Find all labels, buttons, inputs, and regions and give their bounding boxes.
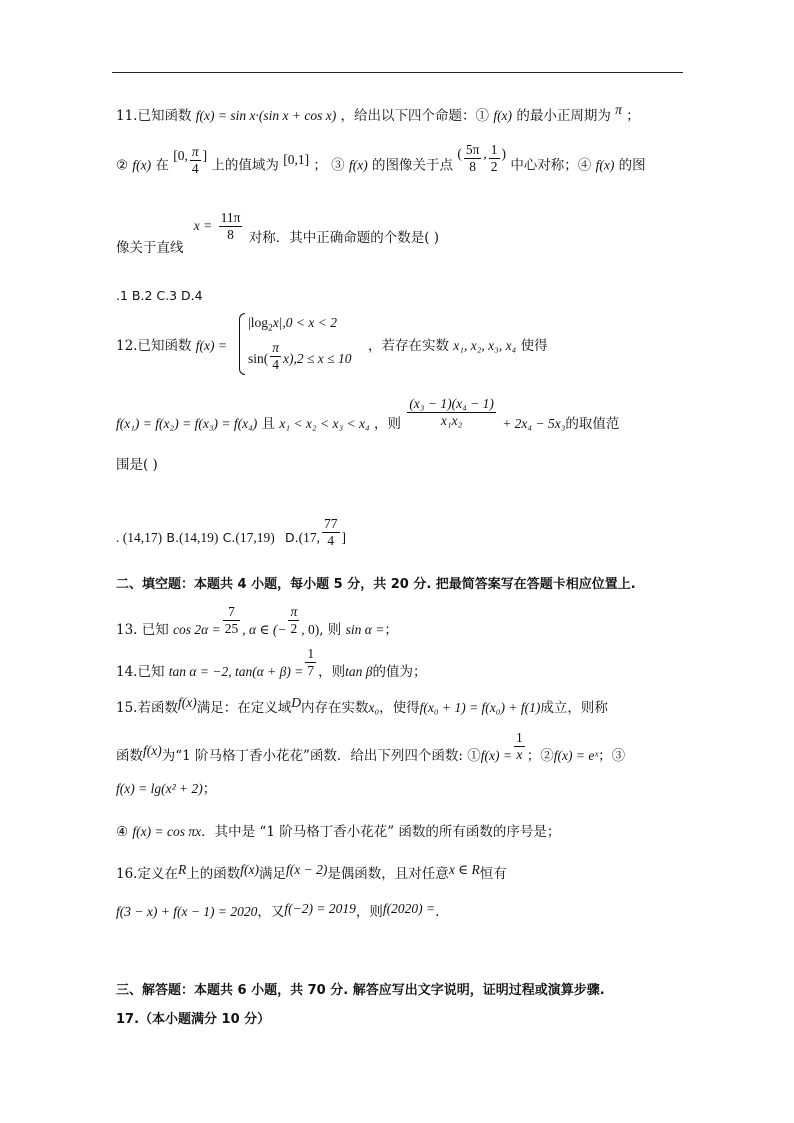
q12-lhs: f(x) =	[195, 338, 227, 353]
q14	[116, 646, 426, 678]
q12-exists: ，若存在实数	[368, 338, 449, 354]
q12-expr-rest: + 2x₄ − 5x₃	[502, 415, 566, 431]
q13-cos: cos 2α =	[173, 621, 221, 637]
q12-line1-tail	[368, 338, 548, 354]
q12-then: ，则	[374, 415, 402, 432]
q11-line-eq: x =	[193, 217, 213, 233]
q15-line2: 函数f(x)为“1 阶马格丁香小花花”函数．给出下列四个函数: ①f(x) = $\frac{1}{x}$ ；②f(x) = eˣ；③	[116, 730, 626, 764]
q12-expr-frac: $\frac{\text{(x₃ − 1)(x₄ − 1)}}{\text{x₁x₂}}$	[409, 396, 494, 428]
q11-prop2-in: 在	[155, 157, 169, 174]
q14-then: ，则	[318, 663, 346, 680]
q11-fx-2: f(x)	[132, 157, 152, 173]
q11-prop3-marker: ； ③	[313, 157, 345, 174]
q12-choice-d-label: D.	[285, 529, 299, 545]
q12-and: 且	[261, 415, 276, 432]
section-answer-heading: 三、解答题：本题共 6 小题，共 70 分. 解答应写出文字说明，证明过程或演算步骤.	[116, 983, 605, 998]
q15-f1-frac: $\frac{1}{x}$	[515, 730, 523, 762]
q14-tanb: tan β	[345, 663, 373, 679]
q14-intro: 14.已知	[116, 663, 165, 680]
q11-fx-4: f(x)	[595, 157, 615, 173]
q11-question: 对称．其中正确命题的个数是( )	[248, 229, 440, 246]
q14-tan: tan α = −2, tan(α + β) =	[168, 663, 304, 679]
q11-point-open: (	[457, 145, 462, 161]
q11-fx-3: f(x)	[348, 157, 368, 173]
q11-prop3-end: 中心对称；④	[510, 157, 592, 174]
q13-sin: sin α =	[345, 621, 385, 637]
q12-line1	[116, 338, 227, 354]
q13-mid: , α ∈ (−	[242, 621, 287, 637]
header-rule	[112, 72, 683, 73]
q12-choice-d-close: ]	[341, 529, 347, 545]
q12-choice-b-label: B.	[166, 529, 179, 545]
q12-choices	[116, 516, 346, 548]
q12-case1: $|\log_2x|,0 < x < 2$	[248, 315, 337, 334]
q11-point-frac2: $\frac{1}{2}$	[490, 142, 498, 174]
q12-choice-d-open: (17,	[298, 529, 321, 545]
q11-frac-pi-4: $\frac{\pi}{4}$	[191, 144, 199, 176]
q11-point-comma: ,	[483, 145, 487, 161]
q11-choices: .1 B.2 C.3 D.4	[116, 288, 203, 303]
q14-frac: $\frac{1}{7}$	[307, 646, 315, 678]
q11-function: f(x) = sin x·(sin x + cos x)	[195, 108, 337, 123]
q11-prop1-text: 的最小正周期为	[516, 108, 611, 124]
q11-point-close: )	[501, 145, 507, 161]
q12-choice-c: (17,19)	[235, 529, 275, 545]
q11-line2	[116, 142, 646, 182]
q12-choice-b: (14,19)	[178, 529, 219, 545]
q13-end: , 0)	[301, 621, 320, 637]
q12-order: x₁ < x₂ < x₃ < x₄	[279, 415, 370, 431]
q12-line2	[116, 396, 620, 432]
q12-vars-end: 使得	[520, 338, 548, 354]
q13-tail: ；	[384, 621, 398, 638]
q12-vars: x₁, x₂, x₃, x₄	[453, 338, 517, 353]
q16-line2: f(3 − x) + f(x − 1) = 2020，又f(−2) = 2019，则f(2020) =.	[116, 901, 440, 920]
section-fill-in-heading: 二、填空题：本题共 4 小题，每小题 5 分，共 20 分. 把最简答案写在答题卡相应位置上.	[116, 577, 636, 592]
q12-choice-c-label: C.	[222, 529, 236, 545]
q13-then: , 则	[319, 621, 342, 638]
q11-range-text: 上的值域为	[211, 157, 279, 174]
q12-case2: sin( $\frac{\pi}{4}$ x),2 ≤ x ≤ 10	[248, 340, 352, 372]
q11-point-frac1: $\frac{5\pi}{8}$	[465, 142, 480, 174]
q13-frac: $\frac{7}{25}$	[224, 604, 239, 636]
q11-intro: 11.已知函数	[116, 108, 192, 124]
q12-intro: 12.已知函数	[116, 338, 192, 354]
q12-equality: f(x₁) = f(x₂) = f(x₃) = f(x₄)	[116, 415, 258, 431]
q13-intro: 13. 已知	[116, 621, 169, 638]
q12-choice-a: . (14,17)	[116, 529, 163, 545]
q11-prop4-line: 像关于直线	[116, 239, 184, 256]
q12-choice-d-frac: $\frac{77}{4}$	[324, 516, 338, 548]
piecewise-brace	[239, 313, 245, 375]
q11-prop4-text: 的图	[618, 157, 646, 174]
q11-line1	[116, 102, 640, 124]
q15-line4: ④ f(x) = cos πx．其中是 “1 阶马格丁香小花花” 函数的所有函数的序号是；	[116, 824, 561, 840]
q11-line3	[116, 210, 440, 256]
q16-line1: 16.定义在R上的函数f(x)满足f(x − 2)是偶函数，且对任意x ∈ R恒有	[116, 862, 507, 882]
q11-pi: π	[615, 102, 622, 117]
q11-fx-1: f(x)	[493, 108, 513, 123]
q11-interval-close: ]	[202, 147, 208, 163]
q14-tail: 的值为；	[372, 663, 427, 680]
q13-frac2: $\frac{\pi}{2}$	[290, 604, 298, 636]
q15-line1: 15.若函数f(x)满足：在定义域D内存在实数x₀，使得f(x₀ + 1) = f(x₀) + f(1)成立，则称	[116, 695, 608, 716]
q11-prop2-marker: ②	[116, 157, 129, 174]
q12-range-text: 的取值范	[565, 415, 620, 432]
q11-given: ，给出以下四个命题：①	[340, 108, 490, 124]
q11-line-frac: $\frac{11\pi}{8}$	[220, 210, 241, 242]
q11-prop1-end: ；	[626, 108, 640, 124]
q12-range-text2: 围是( )	[116, 457, 158, 473]
q11-range: [0,1]	[283, 151, 310, 167]
q17-title: 17.（本小题满分 10 分）	[116, 1012, 271, 1027]
q11-prop3-text: 的图像关于点	[372, 157, 454, 174]
q11-interval-open: [0,	[173, 147, 188, 163]
q13	[116, 604, 398, 636]
q15-line3: f(x) = lg(x² + 2)；	[116, 781, 217, 797]
